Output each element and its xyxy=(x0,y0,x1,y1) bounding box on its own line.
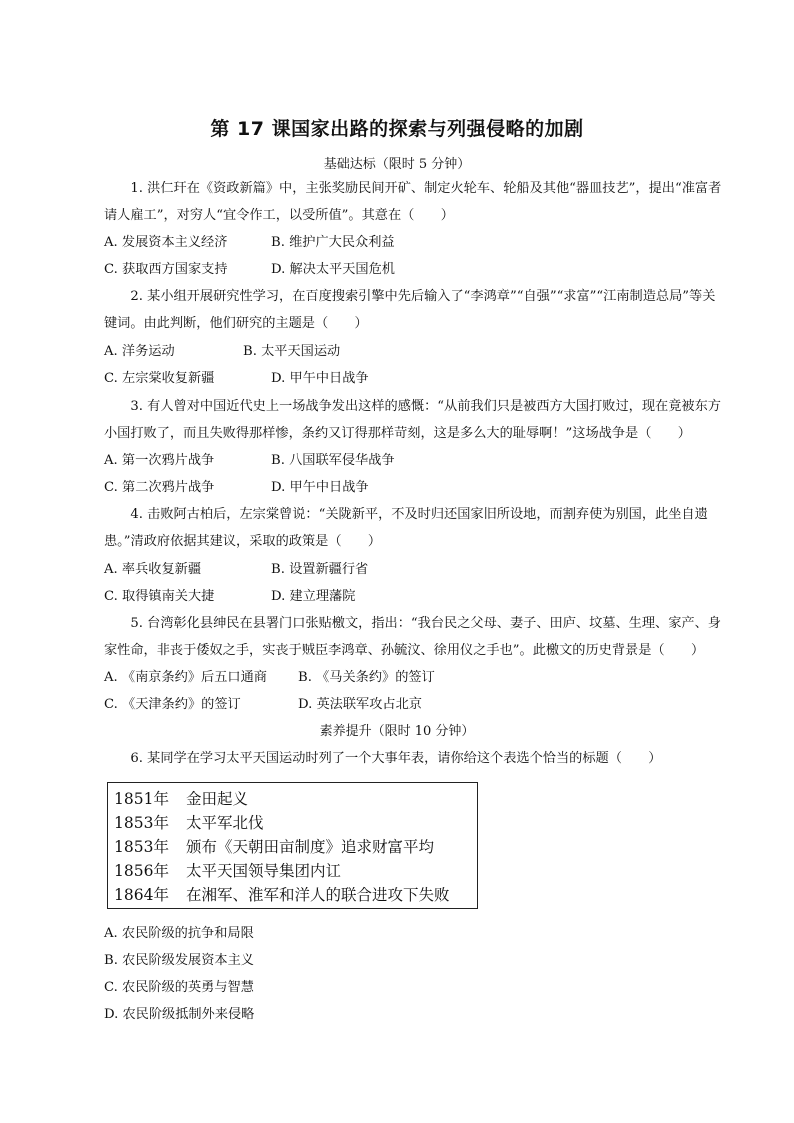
question-6-option-a: A. 农民阶级的抗争和局限 xyxy=(104,926,254,941)
timeline-event: 金田起义 xyxy=(186,790,249,808)
timeline-row xyxy=(114,835,477,859)
timeline-table xyxy=(107,782,478,909)
question-4-option-d: D. 建立理藩院 xyxy=(271,589,356,604)
timeline-event: 太平天国领导集团内讧 xyxy=(186,862,342,880)
question-1-option-c: C. 获取西方国家支持 xyxy=(104,262,228,277)
section-heading-advanced: 素养提升（限时 10 分钟） xyxy=(319,724,475,739)
question-3-option-d: D. 甲午中日战争 xyxy=(271,480,369,495)
question-2-option-a: A. 洋务运动 xyxy=(104,344,175,359)
question-2-option-d: D. 甲午中日战争 xyxy=(271,371,369,386)
question-3-option-c: C. 第二次鸦片战争 xyxy=(104,480,215,495)
question-4-stem: 4. 击败阿古柏后，左宗棠曾说：“关陇新平，不及时归还国家旧所设地，而割弃使为别国，此坐自遗患。”清政府依据其建议，采取的政策是（ ） xyxy=(104,507,708,549)
question-5-option-d: D. 英法联军攻占北京 xyxy=(298,697,422,712)
timeline-year: 1856年 xyxy=(114,862,169,880)
question-4-option-c: C. 取得镇南关大捷 xyxy=(104,589,215,604)
question-3-option-a: A. 第一次鸦片战争 xyxy=(104,453,215,468)
question-2-option-c: C. 左宗棠收复新疆 xyxy=(104,371,215,386)
question-1-option-b: B. 维护广大民众利益 xyxy=(271,235,395,250)
question-5-option-a: A. 《南京条约》后五口通商 xyxy=(104,670,267,685)
timeline-row xyxy=(114,811,477,835)
question-3-option-b: B. 八国联军侵华战争 xyxy=(271,453,395,468)
question-1-option-d: D. 解决太平天国危机 xyxy=(271,262,395,277)
question-4-option-b: B. 设置新疆行省 xyxy=(271,562,369,577)
timeline-row xyxy=(114,787,477,811)
page-title: 第 17 课国家出路的探索与列强侵略的加剧 xyxy=(210,118,584,140)
question-1-stem: 1. 洪仁玕在《资政新篇》中，主张奖励民间开矿、制定火轮车、轮船及其他“器皿技艺”，提出“准富者请人雇工”，对穷人“宜令作工，以受所值”。其意在（ ） xyxy=(104,181,722,223)
timeline-year: 1851年 xyxy=(114,790,169,808)
question-3-stem: 3. 有人曾对中国近代史上一场战争发出这样的感慨：“从前我们只是被西方大国打败过，现在竟被东方小国打败了，而且失败得那样惨，条约又订得那样苛刻，这是多么大的耻辱啊！”这场战争是（ ） xyxy=(104,399,721,441)
section-heading-basic: 基础达标（限时 5 分钟） xyxy=(323,157,471,172)
question-1-option-a: A. 发展资本主义经济 xyxy=(104,235,228,250)
timeline-event: 在湘军、淮军和洋人的联合进攻下失败 xyxy=(186,886,450,904)
timeline-year: 1853年 xyxy=(114,838,169,856)
question-6-option-c: C. 农民阶级的英勇与智慧 xyxy=(104,980,254,995)
timeline-year: 1864年 xyxy=(114,886,169,904)
question-4-option-a: A. 率兵收复新疆 xyxy=(104,562,202,577)
question-6-option-d: D. 农民阶级抵制外来侵略 xyxy=(104,1007,255,1022)
timeline-row xyxy=(114,859,477,883)
timeline-year: 1853年 xyxy=(114,814,169,832)
question-5-option-b: B. 《马关条约》的签订 xyxy=(298,670,435,685)
question-6-option-b: B. 农民阶级发展资本主义 xyxy=(104,953,254,968)
question-2-stem: 2. 某小组开展研究性学习，在百度搜索引擎中先后输入了“李鸿章”“自强”“求富”“江南制造总局”等关键词。由此判断，他们研究的主题是（ ） xyxy=(104,289,716,331)
question-5-stem: 5. 台湾彰化县绅民在县署门口张贴檄文，指出：“我台民之父母、妻子、田庐、坟墓、生理、家产、身家性命，非丧于倭奴之手，实丧于贼臣李鸿章、孙毓汶、徐用仪之手也”。此檄文的历史背景是（ ） xyxy=(104,616,721,658)
timeline-event: 太平军北伐 xyxy=(186,814,264,832)
question-5-option-c: C. 《天津条约》的签订 xyxy=(104,697,241,712)
question-2-option-b: B. 太平天国运动 xyxy=(243,344,341,359)
timeline-row xyxy=(114,883,477,907)
timeline-event: 颁布《天朝田亩制度》追求财富平均 xyxy=(186,838,435,856)
question-6-stem: 6. 某同学在学习太平天国运动时列了一个大事年表，请你给这个表选个恰当的标题（ ） xyxy=(130,751,662,766)
